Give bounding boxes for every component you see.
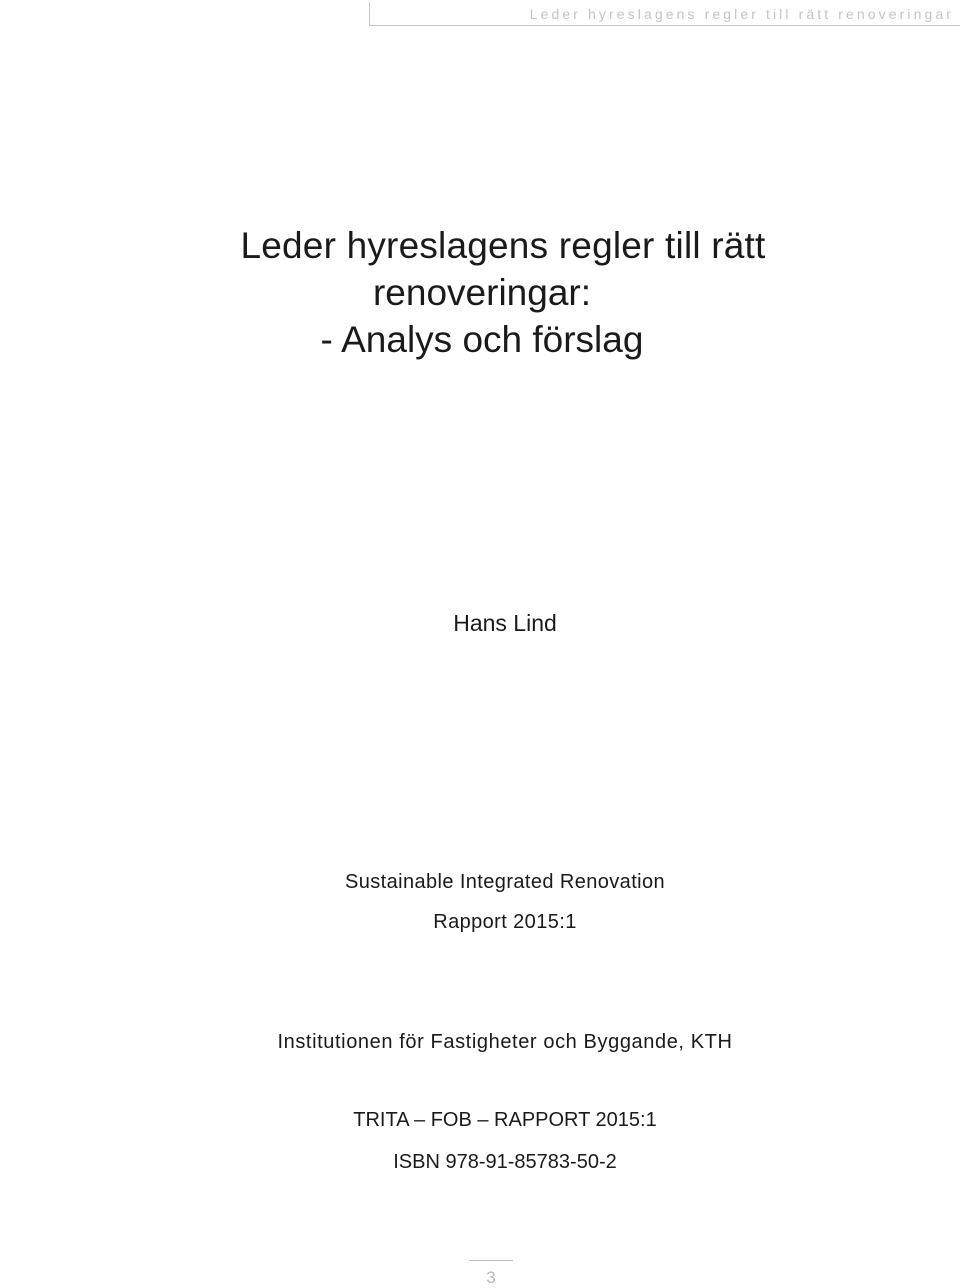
title-line-2: renoveringar: bbox=[372, 272, 591, 313]
isbn-number: ISBN 978-91-85783-50-2 bbox=[393, 1151, 617, 1173]
footer-divider bbox=[469, 1260, 513, 1261]
institution-name: Institutionen för Fastigheter och Byggande, KTH bbox=[277, 1031, 733, 1053]
page-number: 3 bbox=[486, 1268, 496, 1287]
running-header bbox=[369, 2, 960, 26]
series-name: Sustainable Integrated Renovation bbox=[344, 871, 666, 893]
running-header-title: Leder hyreslagens regler till rätt renoveringar bbox=[529, 6, 954, 22]
document-title bbox=[0, 222, 960, 363]
title-line-1: Leder hyreslagens regler till rätt bbox=[240, 225, 766, 266]
author-name: Hans Lind bbox=[453, 610, 557, 636]
report-number: Rapport 2015:1 bbox=[433, 911, 577, 933]
title-line-3: - Analys och förslag bbox=[320, 319, 644, 360]
trita-number: TRITA – FOB – RAPPORT 2015:1 bbox=[353, 1109, 657, 1131]
